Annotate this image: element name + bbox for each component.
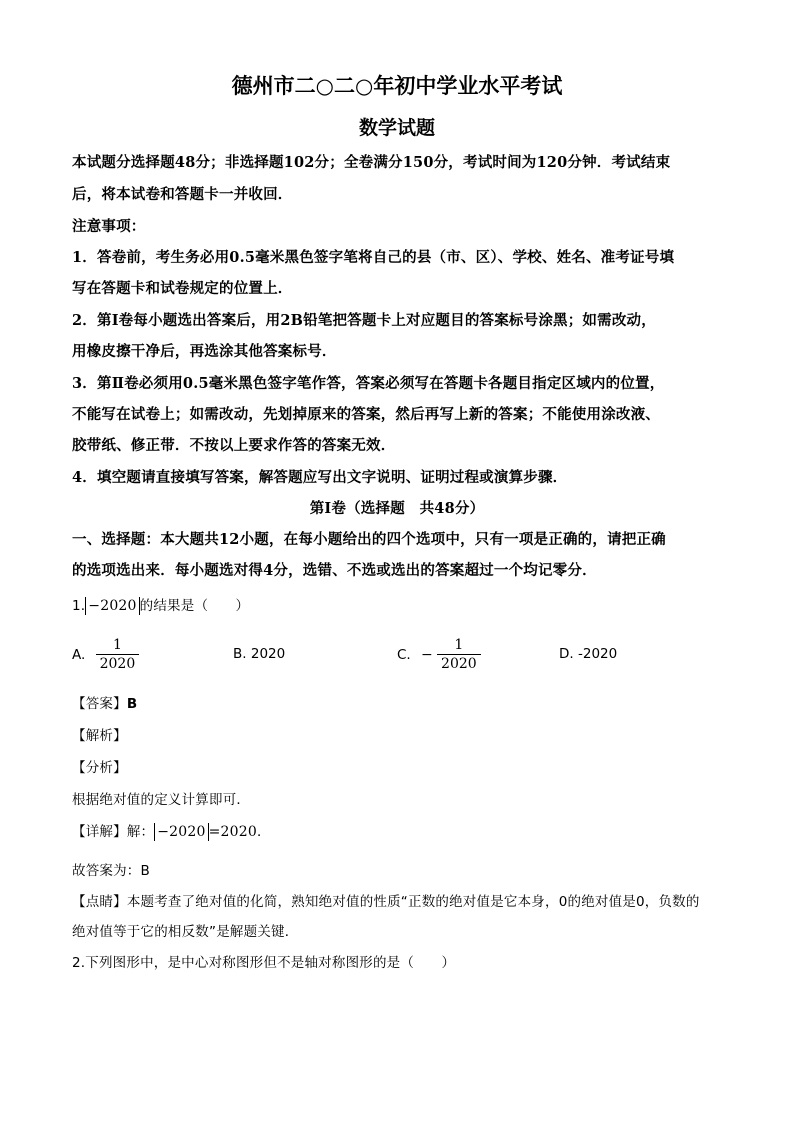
final-answer: 故答案为：B: [72, 863, 150, 879]
fenxi-tag: 【分析】: [72, 760, 127, 776]
detail-end: ．: [256, 824, 271, 840]
option-c-sign: −: [421, 646, 433, 663]
answer-value: B: [126, 696, 138, 712]
option-a-label: A.: [72, 646, 86, 663]
option-c-numerator: 1: [454, 637, 464, 653]
option-b: [233, 646, 285, 662]
comment-line-1: [72, 890, 732, 910]
comment-text-1: 本题考查了绝对值的化简，熟知绝对值的性质“正数的绝对值是它本身，0的绝对值是0，负数的: [126, 894, 700, 910]
note-3-line-2: 不能写在试卷上；如需改动，先划掉原来的答案，然后再写上新的答案；不能使用涂改液、: [72, 406, 660, 423]
detail-line: [72, 820, 732, 841]
option-d: [559, 646, 617, 662]
option-c-denominator: 2020: [437, 654, 481, 673]
answer-line: [72, 692, 732, 712]
option-a-numerator: 1: [112, 637, 122, 653]
detail-abs-expression: −2020: [154, 823, 208, 841]
option-c: [397, 636, 481, 673]
comment-tag: 【点睛】: [72, 894, 127, 910]
note-2-line-2: 用橡皮擦干净后，再选涂其他答案标号．: [72, 343, 337, 360]
option-d-value: -2020: [577, 646, 618, 662]
fenxi-text: 根据绝对值的定义计算即可．: [72, 792, 251, 808]
comment-line-2: 绝对值等于它的相反数”是解题关键．: [72, 924, 299, 940]
detail-prefix: 解：: [126, 824, 155, 840]
detail-tag: 【详解】: [72, 824, 127, 840]
option-d-label: D.: [559, 646, 574, 662]
section-instructions-line-1: 一、选择题：本大题共12小题，在每小题给出的四个选项中，只有一项是正确的，请把正确: [72, 531, 666, 548]
option-c-label: C.: [397, 646, 411, 663]
option-b-label: B.: [233, 646, 247, 662]
note-1-line-1: 1．答卷前，考生务必用0.5毫米黑色签字笔将自己的县（市、区）、学校、姓名、准考证号填: [72, 249, 675, 266]
question-2: 2.下列图形中，是中心对称图形但不是轴对称图形的是（ ）: [72, 955, 456, 971]
intro-line-2: 后，将本试卷和答题卡一并收回．: [72, 186, 293, 203]
option-a-fraction: [96, 636, 140, 673]
note-2-line-1: 2．第Ⅰ卷每小题选出答案后，用2B铅笔把答题卡上对应题目的答案标号涂黑；如需改动，: [72, 312, 656, 329]
note-4: 4．填空题请直接填写答案，解答题应写出文字说明、证明过程或演算步骤．: [72, 469, 568, 486]
intro-line-1: 本试题分选择题48分；非选择题102分；全卷满分150分，考试时间为120分钟．考试结束: [72, 154, 671, 171]
note-3-line-1: 3．第Ⅱ卷必须用0.5毫米黑色签字笔作答，答案必须写在答题卡各题目指定区域内的位置，: [72, 375, 665, 392]
detail-result: =2020: [208, 824, 257, 840]
exam-title: 德州市二○二○年初中学业水平考试: [231, 73, 563, 98]
analysis-tag: 【解析】: [72, 728, 127, 744]
option-b-value: 2020: [250, 646, 286, 662]
option-a: [72, 636, 139, 673]
option-a-denominator: 2020: [96, 654, 140, 673]
note-3-line-3: 胶带纸、修正带．不按以上要求作答的答案无效．: [72, 437, 396, 454]
note-1-line-2: 写在答题卡和试卷规定的位置上．: [72, 280, 293, 297]
question-1: [72, 594, 732, 615]
notes-heading: 注意事项：: [72, 218, 146, 235]
question-1-stem: 的结果是（ ）: [139, 598, 250, 614]
answer-tag: 【答案】: [72, 696, 127, 712]
section-instructions-line-2: 的选项选出来．每小题选对得4分，选错、不选或选出的答案超过一个均记零分．: [72, 562, 597, 579]
question-1-abs-expression: −2020: [85, 597, 139, 615]
question-1-number: 1.: [72, 598, 86, 614]
option-c-fraction: [437, 636, 481, 673]
section-heading: 第Ⅰ卷（选择题 共48分）: [309, 500, 485, 517]
exam-subtitle: 数学试题: [358, 117, 435, 139]
